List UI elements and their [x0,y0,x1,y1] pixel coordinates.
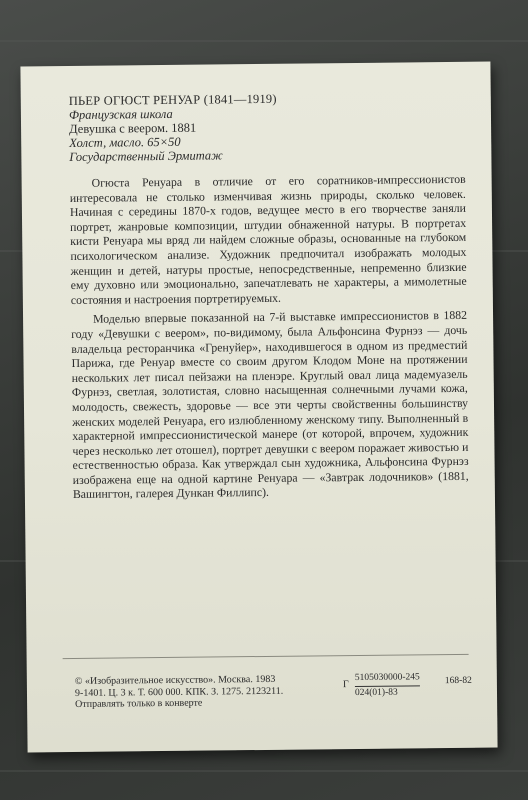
artwork-medium: Холст, масло. 65×50 [69,134,181,150]
artist-title: ПЬЕР ОГЮСТ РЕНУАР (1841—1919) [68,91,277,108]
publisher-info [75,673,345,710]
catalog-code-number: 168-82 [444,675,472,687]
background-plank-line [0,40,528,42]
catalog-code-denominator: 024(01)-83 [354,687,398,698]
footer-divider [63,654,469,659]
background-plank-line [0,770,528,772]
catalog-code-letter: Г [342,679,349,691]
museum-name: Государственный Эрмитаж [69,148,223,164]
catalog-code-fraction [355,672,420,699]
card-header [69,90,472,164]
art-school: Французская школа [68,106,173,122]
mailing-note: Отправлять только в конверте [75,697,203,710]
description-paragraph-1: Огюста Ренуара в отличие от его соратников-импрессионистов интересовала не столько изменчивая жизнь природы, сколько человек. Начиная с середины 1870-х годов, ведущее место в его творчестве заняли портрет, жанровые композиции, штудии обнаженной натуры. В портретах кисти Ренуара мы вряд ли найдем сложные образы, основанные на глубоком психологическом анализе. Художник предпочитал изображать молодых женщин и детей, натуры простые, непосредственные, непременно близкие ему духовно или эмоционально, запечатлевать не характеры, а мимолетные состояния и настроения портретируемых. [69,171,467,307]
artwork-title: Девушка с веером. 1881 [69,120,197,136]
description-text [70,172,469,507]
catalog-code [342,672,473,698]
publisher-footer [74,672,472,710]
copyright-line: © «Изобразительное искусство». Москва. 1983 [74,673,276,687]
catalog-code-numerator: 5105030000-245 [355,672,420,686]
postcard-back [20,62,497,753]
print-info-line: 9-1401. Ц. 3 к. Т. 600 000. КПК. З. 1275. 2123211. [74,685,284,699]
description-paragraph-2: Моделью впервые показанной на 7-й выставке импрессионистов в 1882 году «Девушки с веером», по-видимому, была Альфонсина Фурнэз — дочь владельца ресторанчика «Гренуйер», находившегося в одном из предместий Парижа, где Ренуар вместе со своим другом Клодом Моне на протяжении нескольких лет писал пейзажи на пленэре. Круглый овал лица мадемуазель Фурнэз, светлая, золотистая, словно насыщенная солнечными лучами кожа, молодость, свежесть, здоровье — все эти черты свойственны большинству женских моделей Ренуара, его излюбленному женскому типу. Выполненный в характерной импрессионистической манере (от которой, впрочем, художник через несколько лет отошел), портрет девушки с веером поражает живостью и естественностью образа. Как утверждал сын художника, Альфонсина Фурнэз изображена еще на одной картине Ренуара — «Завтрак лодочников» (1881, Вашингтон, галерея Дункан Филлипс). [71,308,469,502]
